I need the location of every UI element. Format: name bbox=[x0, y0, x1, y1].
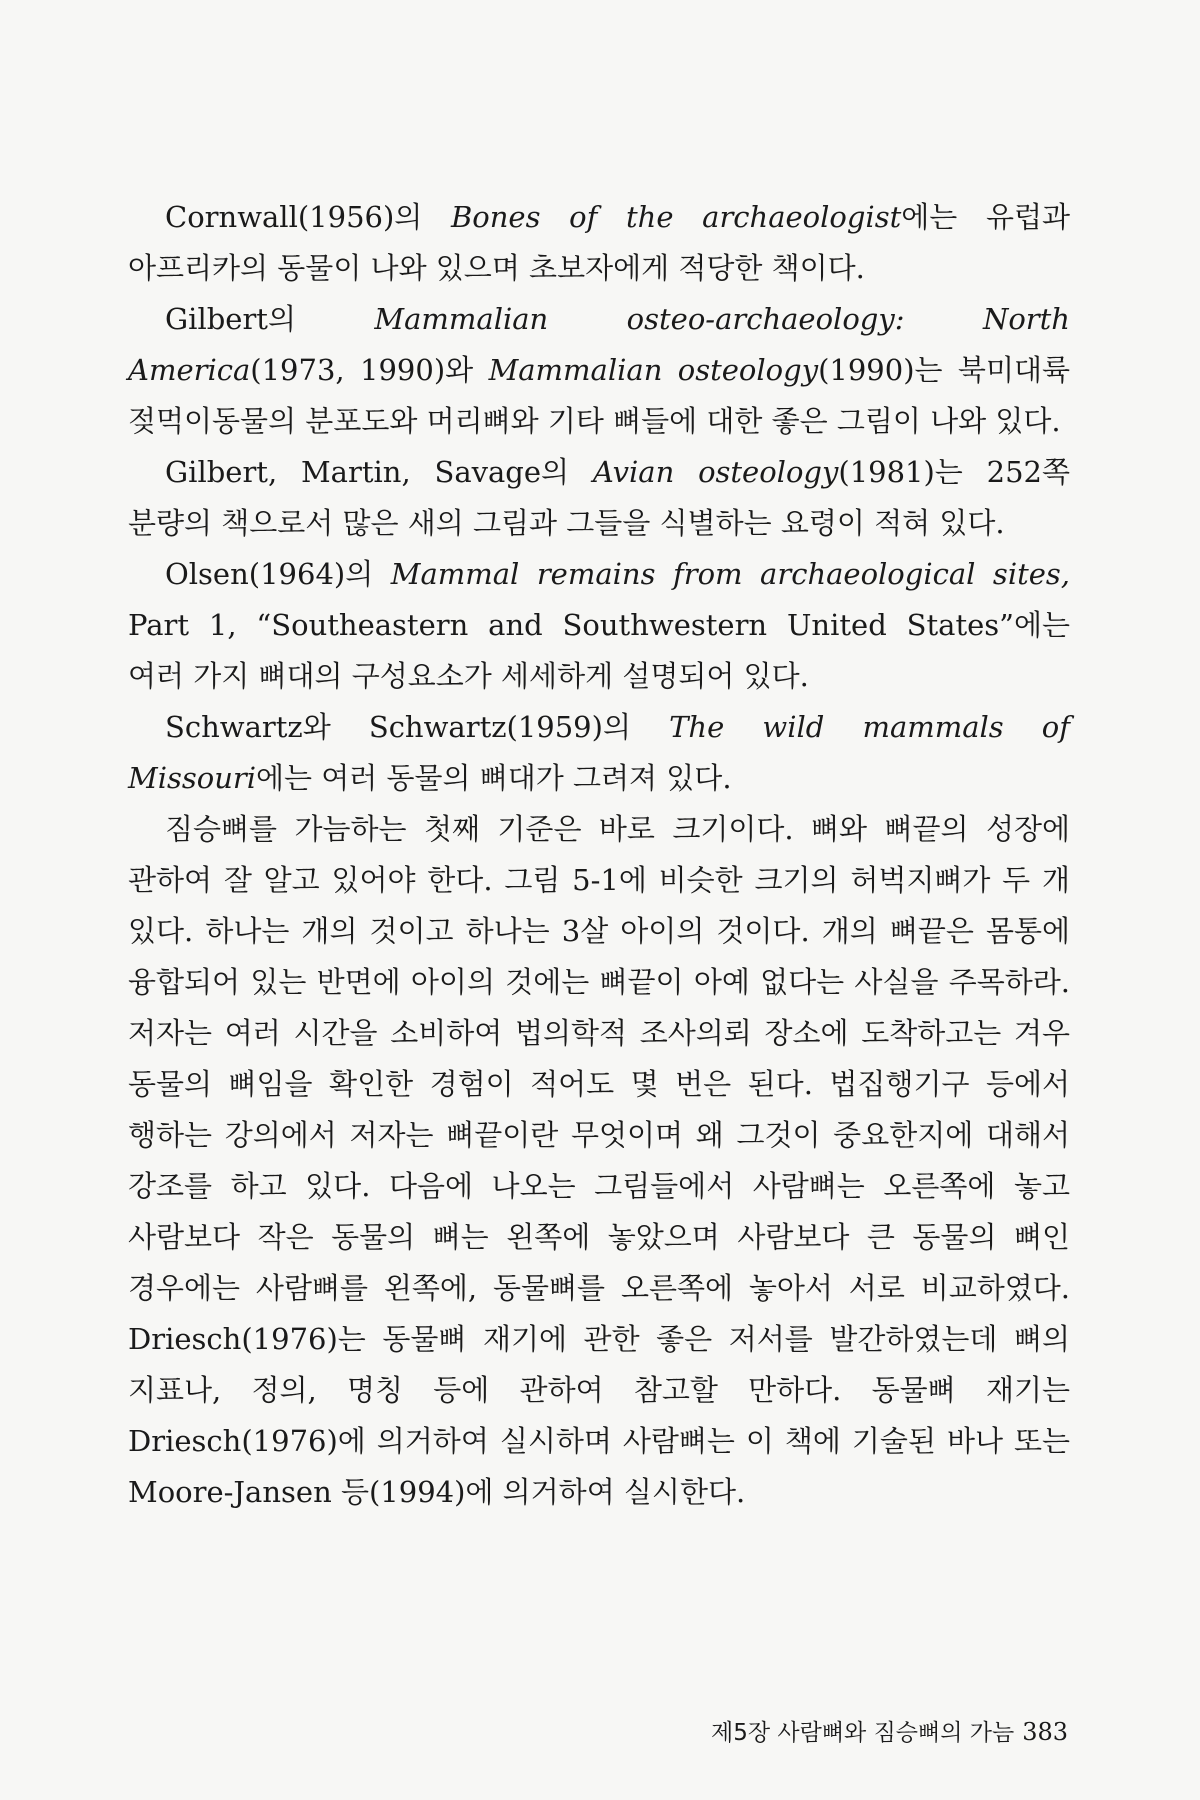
text-run: 짐승뼈를 가늠하는 첫째 기준은 바로 크기이다. 뼈와 뼈끝의 성장에 관하여 잘 알고 있어야 한다. 그림 5-1에 비슷한 크기의 허벅지뼈가 두 개 있다. 하나는 개의 것이고 하나는 3살 아이의 것이다. 개의 뼈끝은 몸통에 융합되어 있는 반면에 아이의 것에는 뼈끝이 아예 없다는 사실을 주목하라. 저자는 여러 시간을 소비하여 법의학적 조사의뢰 장소에 도착하고는 겨우 동물의 뼈임을 확인한 경험이 적어도 몇 번은 된다. 법집행기구 등에서 행하는 강의에서 저자는 뼈끝이란 무엇이며 왜 그것이 중요한지에 대해서 강조를 하고 있다. 다음에 나오는 그림들에서 사람뼈는 오른쪽에 놓고 사람보다 작은 동물의 뼈는 왼쪽에 놓았으며 사람보다 큰 동물의 뼈인 경우에는 사람뼈를 왼쪽에, 동물뼈를 오른쪽에 놓아서 서로 비교하였다. Driesch(1976)는 동물뼈 재기에 관한 좋은 저서를 발간하였는데 뼈의 지표나, 정의, 명칭 등에 관하여 참고할 만하다. 동물뼈 재기는 Driesch(1976)에 의거하여 실시하며 사람뼈는 이 책에 기술된 바나 또는 Moore-Jansen 등(1994)에 의거하여 실시한다. bbox=[128, 812, 1070, 1509]
body-text bbox=[128, 192, 1070, 1518]
page-number: 383 bbox=[1022, 1718, 1068, 1746]
book-title: Mammalian osteo-archaeology: North America bbox=[128, 302, 1070, 387]
paragraph bbox=[128, 804, 1070, 1518]
text-run: Cornwall(1956)의 bbox=[165, 200, 451, 234]
book-title: Bones of the archaeologist bbox=[450, 200, 902, 234]
running-head: 제5장 사람뼈와 짐승뼈의 가늠 bbox=[711, 1720, 1015, 1746]
book-title: Mammalian osteology bbox=[488, 353, 819, 387]
paragraph bbox=[128, 447, 1070, 549]
paragraph bbox=[128, 549, 1070, 702]
text-run: Gilbert, Martin, Savage의 bbox=[165, 455, 593, 489]
text-run: 에는 여러 동물의 뼈대가 그려져 있다. bbox=[256, 761, 732, 795]
text-run: (1990)는 북미대륙 젖먹이동물의 분포도와 머리뼈와 기타 뼈들에 대한 좋은 그림이 나와 있다. bbox=[128, 353, 1070, 438]
paragraph bbox=[128, 294, 1070, 447]
book-title: Mammal remains from archaeological sites, bbox=[390, 557, 1071, 591]
text-run: 에는 유럽과 아프리카의 동물이 나와 있으며 초보자에게 적당한 책이다. bbox=[128, 200, 1070, 285]
text-run: Gilbert의 bbox=[165, 302, 375, 336]
text-run: (1981)는 252쪽 분량의 책으로서 많은 새의 그림과 그들을 식별하는 요령이 적혀 있다. bbox=[128, 455, 1070, 540]
book-title: Avian osteology bbox=[592, 455, 839, 489]
text-run: (1973, 1990)와 bbox=[250, 353, 489, 387]
text-run: Olsen(1964)의 bbox=[165, 557, 391, 591]
paragraph bbox=[128, 702, 1070, 804]
book-title: The wild mammals of Missouri bbox=[128, 710, 1070, 795]
text-run: Part 1, “Southeastern and Southwestern United States”에는 여러 가지 뼈대의 구성요소가 세세하게 설명되어 있다. bbox=[128, 608, 1070, 693]
text-run: Schwartz와 Schwartz(1959)의 bbox=[165, 710, 670, 744]
page-footer bbox=[711, 1714, 1068, 1747]
paragraph bbox=[128, 192, 1070, 294]
